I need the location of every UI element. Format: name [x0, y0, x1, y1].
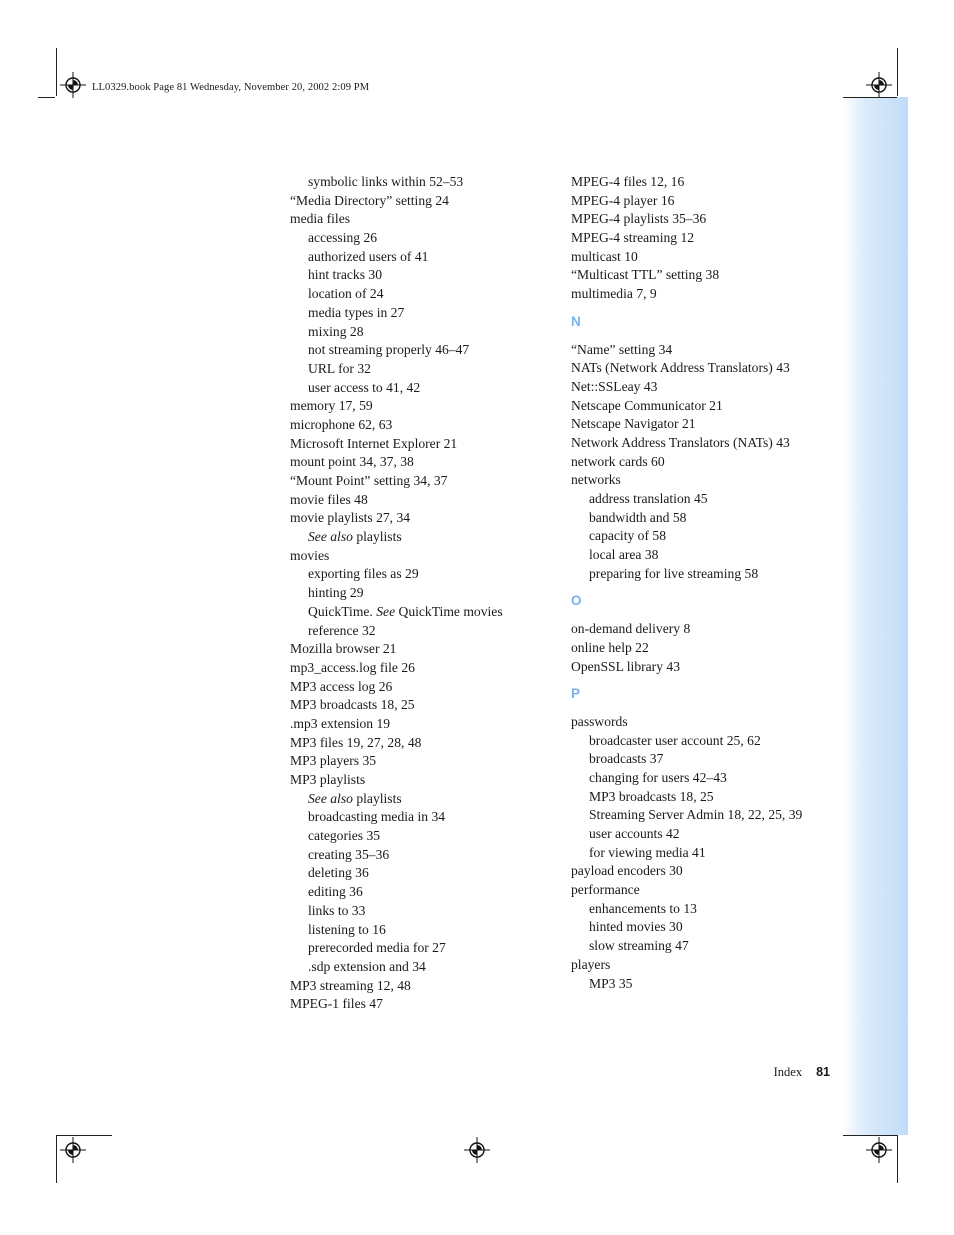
index-subentry: local area 38 [589, 547, 659, 563]
index-subentry: deleting 36 [308, 865, 369, 881]
cross-reference-term: See also [308, 790, 353, 806]
index-entry: MPEG-4 playlists 35–36 [571, 211, 707, 227]
index-entry: “Multicast TTL” setting 38 [571, 267, 720, 283]
index-entry: MP3 files 19, 27, 28, 48 [290, 734, 422, 750]
index-entry: “Name” setting 34 [571, 341, 673, 357]
index-entry: memory 17, 59 [290, 398, 373, 414]
crop-mark [56, 1135, 112, 1136]
index-entry: payload encoders 30 [571, 863, 683, 879]
index-entry: mount point 34, 37, 38 [290, 454, 414, 470]
entry-text: playlists [352, 529, 402, 545]
index-entry: Network Address Translators (NATs) 43 [571, 434, 790, 450]
index-subentry [290, 790, 550, 809]
index-subentry: address translation 45 [589, 491, 708, 506]
index-entry: OpenSSL library 43 [571, 658, 680, 674]
index-entry: multicast 10 [571, 248, 638, 264]
index-entry: Mozilla browser 21 [290, 641, 397, 657]
print-header: LL0329.book Page 81 Wednesday, November 20, 2002 2:09 PM [92, 82, 370, 93]
index-subentry: hint tracks 30 [308, 267, 382, 283]
page-number: 81 [816, 1065, 830, 1079]
crop-mark [38, 97, 55, 98]
index-subentry: changing for users 42–43 [589, 769, 727, 785]
index-subentry: accessing 26 [308, 230, 378, 246]
index-entry: movies [290, 547, 330, 563]
index-subentry: categories 35 [308, 828, 381, 844]
index-subentry: capacity of 58 [589, 528, 666, 544]
index-entry: network cards 60 [571, 453, 665, 469]
index-subentry: preparing for live streaming 58 [589, 565, 759, 581]
index-entry: MP3 playlists [290, 772, 366, 787]
index-column-right [571, 173, 831, 993]
index-entry: on-demand delivery 8 [571, 621, 691, 637]
section-letter: P [571, 686, 581, 702]
index-entry: players [571, 956, 611, 972]
index-entry: Netscape Communicator 21 [571, 397, 723, 413]
registration-mark-icon [866, 1137, 892, 1163]
index-entry: MP3 broadcasts 18, 25 [290, 697, 415, 713]
index-entry: MPEG-4 files 12, 16 [571, 174, 685, 189]
index-subentry: bandwidth and 58 [589, 509, 687, 525]
index-subentry: slow streaming 47 [589, 938, 689, 954]
cross-reference-term: See also [308, 529, 353, 545]
index-entry: MP3 players 35 [290, 753, 377, 769]
index-subentry: symbolic links within 52–53 [308, 174, 464, 189]
index-entry: “Media Directory” setting 24 [290, 192, 449, 208]
index-subentry: exporting files as 29 [308, 566, 419, 582]
index-subentry: editing 36 [308, 884, 363, 900]
index-entry: mp3_access.log file 26 [290, 659, 415, 675]
page-edge-tab [842, 97, 908, 1135]
index-subentry: hinted movies 30 [589, 919, 683, 935]
entry-text: QuickTime. [308, 603, 377, 619]
index-subentry: enhancements to 13 [589, 900, 697, 916]
index-entry: Microsoft Internet Explorer 21 [290, 435, 458, 451]
index-subentry: Streaming Server Admin 18, 22, 25, 39 [589, 807, 803, 823]
index-entry: multimedia 7, 9 [571, 286, 657, 302]
section-letter: O [571, 593, 582, 609]
index-entry: online help 22 [571, 639, 649, 655]
index-subentry: URL for 32 [308, 360, 371, 376]
section-letter: N [571, 313, 581, 329]
index-subentry: broadcasting media in 34 [308, 809, 446, 825]
index-subentry: hinting 29 [308, 585, 364, 601]
entry-text: QuickTime movies [395, 603, 503, 619]
index-entry: “Mount Point” setting 34, 37 [290, 473, 448, 488]
index-entry: MPEG-4 streaming 12 [571, 230, 695, 246]
index-subentry: MP3 broadcasts 18, 25 [589, 788, 714, 804]
index-entry: movie playlists 27, 34 [290, 510, 411, 526]
index-entry: media files [290, 211, 351, 227]
registration-mark-icon [866, 72, 892, 98]
footer-section-label: Index [773, 1065, 803, 1079]
index-entry: NATs (Network Address Translators) 43 [571, 360, 790, 376]
index-subentry: listening to 16 [308, 921, 386, 937]
index-subentry: for viewing media 41 [589, 844, 706, 860]
index-entry: microphone 62, 63 [290, 416, 393, 432]
index-subentry: location of 24 [308, 286, 384, 302]
index-subentry: broadcasts 37 [589, 751, 664, 767]
index-column-left [290, 173, 550, 1014]
crop-mark [897, 1135, 898, 1183]
index-entry: movie files 48 [290, 491, 368, 507]
index-subentry: media types in 27 [308, 304, 405, 320]
crop-mark [56, 1135, 57, 1183]
index-entry: Net::SSLeay 43 [571, 378, 658, 394]
index-subentry: MP3 35 [589, 975, 633, 991]
cross-reference-term: See [376, 603, 396, 619]
index-subentry: mixing 28 [308, 323, 364, 339]
crop-mark [843, 1135, 897, 1136]
crop-mark [897, 48, 898, 96]
page-footer [700, 1063, 830, 1081]
index-entry: MPEG-4 player 16 [571, 192, 675, 208]
index-subentry: authorized users of 41 [308, 248, 429, 264]
registration-mark-icon [464, 1137, 490, 1163]
index-subentry: creating 35–36 [308, 846, 390, 862]
index-subentry: prerecorded media for 27 [308, 940, 446, 956]
index-subentry: links to 33 [308, 902, 366, 918]
index-entry: Netscape Navigator 21 [571, 416, 696, 432]
registration-mark-icon [60, 1137, 86, 1163]
index-entry: MP3 streaming 12, 48 [290, 977, 411, 993]
crop-mark [56, 48, 57, 96]
registration-mark-icon [60, 72, 86, 98]
index-subentry: .sdp extension and 34 [308, 958, 426, 974]
index-subentry: broadcaster user account 25, 62 [589, 732, 761, 748]
entry-text: playlists [352, 790, 402, 806]
index-subentry: user accounts 42 [589, 826, 680, 841]
index-entry: performance [571, 882, 640, 898]
index-entry: networks [571, 472, 621, 488]
index-subentry [290, 603, 550, 622]
index-entry: .mp3 extension 19 [290, 715, 391, 731]
index-subentry: user access to 41, 42 [308, 379, 421, 395]
index-subentry: reference 32 [308, 622, 376, 638]
index-entry: MP3 access log 26 [290, 678, 393, 694]
index-entry: passwords [571, 713, 628, 729]
index-subentry [290, 528, 550, 547]
index-subentry: not streaming properly 46–47 [308, 342, 470, 358]
index-entry: MPEG-1 files 47 [290, 996, 383, 1012]
